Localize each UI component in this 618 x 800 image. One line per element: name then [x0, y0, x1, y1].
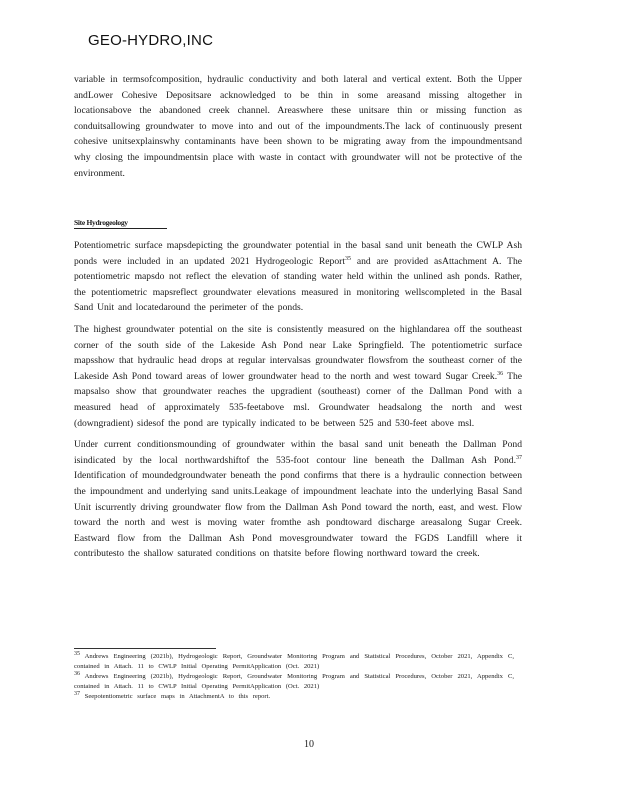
footnote-37: [74, 692, 514, 702]
paragraph-text: and are provided asAttachment A. The potentiometric mapsdo not reflect the elevation of standing water held within the unlined ash ponds. Rather, the potentiometric mapsreflect groundwater elevations measured in monitoring wellscompleted in the Basal Sand Unit and locatedaround the perimeter of the ponds.: [74, 255, 522, 314]
footnotes: [74, 652, 514, 702]
footnote-number: 35: [74, 650, 80, 657]
footnote-divider: [74, 648, 216, 649]
footnote-ref-37: 37: [516, 454, 522, 461]
footnote-text: Andrews Engineering (2021b), Hydrogeologic Report, Groundwater Monitoring Program and Statistical Procedures, October 2021, Appendix C, contained in Attach. 11 to CWLP Initial Operating PermitApplication (Oct. 2021): [74, 653, 514, 670]
footnote-text: Andrews Engineering (2021b), Hydrogeologic Report, Groundwater Monitoring Program and Statistical Procedures, October 2021, Appendix C, contained in Attach. 11 to CWLP Initial Operating PermitApplication (Oct. 2021): [74, 673, 514, 690]
footnote-36: [74, 672, 514, 692]
footnote-ref-35: 35: [345, 255, 352, 262]
paragraph-potentiometric: [74, 238, 522, 316]
intro-paragraph-block: [74, 72, 522, 187]
company-header: GEO-HYDRO,INC: [88, 32, 214, 49]
footnote-number: 37: [74, 690, 80, 697]
hydrogeology-body: [74, 238, 522, 568]
paragraph-text: The highest groundwater potential on the site is consistently measured on the highlandarea off the southeast corner of the south side of the Lakeside Ash Pond near Lake Springfield. The potentiometric surface mapsshow that hydraulic head drops at regular intervalsas groundwater flowsfrom the southeast corner of the Lakeside Ash Pond toward areas of lower groundwater head to the north and west toward Sugar Creek.: [74, 323, 522, 382]
footnote-number: 36: [74, 670, 80, 677]
paragraph-text: Potentiometric surface mapsdepicting the groundwater potential in the basal sand unit beneath the CWLP Ash ponds were included in an updated 2021 Hydrogeologic Report: [74, 240, 522, 267]
paragraph-text: Identification of moundedgroundwater beneath the pond confirms that there is a hydraulic connection between the impoundment and underlying sand units.Leakage of impoundment leachate into the underlying Basal Sand Unit iscurrently driving groundwater flow from the Dallman Ash Pond toward the north, east, and west. Flow toward the north and west is moving water fromthe ash pondtoward discharge areasalong Sugar Creek. Eastward flow from the Dallman Ash Pond movesgroundwater toward the FGDS Landfill where it contributesto the shallow saturated conditions on thatsite before flowing northward toward the creek.: [74, 470, 522, 560]
intro-paragraph: variable in termsofcomposition, hydraulic conductivity and both lateral and vertical extent. Both the Upper andLower Cohesive Depositsare acknowledged to be thin in some areasand missing altogether in locationsabove the abandoned creek channel. Areaswhere these unitsare thin or missing function as conduitsallowing groundwater to move into and out of the impoundments.The lack of continuously present cohesive unitsexplainswhy contaminants have been shown to be migrating away from the impoundmentsand why closing the impoundmentsin place with waste in contact with groundwater will not be protective of the environment.: [74, 74, 522, 179]
footnote-text: Seepotentiometric surface maps in AttachmentA to this report.: [84, 693, 271, 700]
paragraph-mounding: [74, 437, 522, 562]
paragraph-text: Under current conditionsmounding of groundwater within the basal sand unit beneath the Dallman Pond isindicated by the local northwardshiftof the 535-foot contour line beneath the Dallman Ash Pond.: [74, 439, 522, 466]
paragraph-highest-potential: [74, 322, 522, 431]
paragraph-text: The mapsalso show that groundwater reaches the upgradient (southeast) corner of the Dallman Pond with a measured head of approximately 535-feetabove msl. Groundwater headsalong the north and west (downgradient) sidesof the pond are typically indicated to be between 525 and 530-feet above msl.: [74, 370, 522, 429]
footnote-35: [74, 652, 514, 672]
section-heading: Site Hydrogeology: [74, 218, 167, 229]
footnote-ref-36: 36: [497, 370, 504, 377]
page-number: 10: [304, 739, 314, 750]
